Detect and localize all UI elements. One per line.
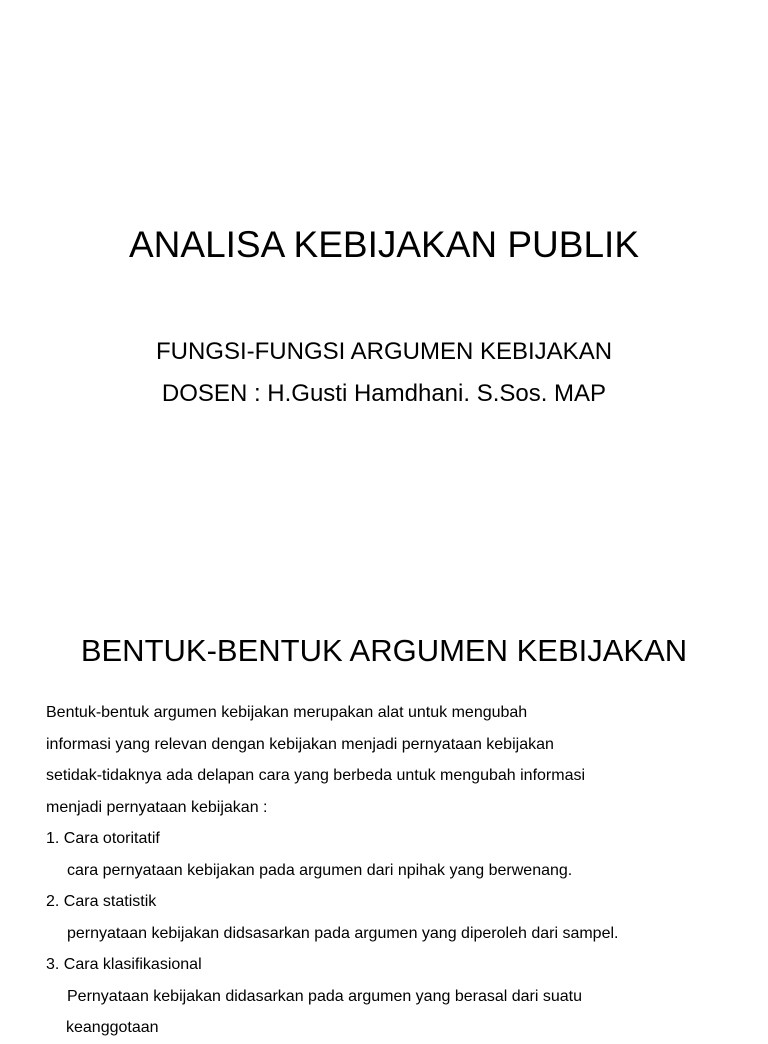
subtitle-topic: FUNGSI-FUNGSI ARGUMEN KEBIJAKAN [155, 338, 613, 365]
body-line: setidak-tidaknya ada delapan cara yang berbeda untuk mengubah informasi [46, 767, 586, 784]
list-item-description-continued: keanggotaan [66, 1019, 159, 1036]
body-line: menjadi pernyataan kebijakan : [46, 798, 268, 816]
list-item-heading: 2. Cara statistik [46, 893, 157, 910]
list-item-description: cara pernyataan kebijakan pada argumen dari npihak yang berwenang. [67, 861, 573, 879]
list-item-description: Pernyataan kebijakan didasarkan pada argumen yang berasal dari suatu [67, 987, 583, 1005]
body-text [46, 697, 746, 1044]
list-item-description: pernyataan kebijakan didsasarkan pada argumen yang diperoleh dari sampel. [67, 924, 619, 942]
body-line: Bentuk-bentuk argumen kebijakan merupakan alat untuk mengubah [46, 704, 528, 721]
main-title: ANALISA KEBIJAKAN PUBLIK [129, 224, 639, 265]
list-item-heading: 3. Cara klasifikasional [46, 956, 202, 973]
body-line: informasi yang relevan dengan kebijakan menjadi pernyataan kebijakan [46, 735, 554, 753]
slide-content [0, 576, 768, 1036]
section-title: BENTUK-BENTUK ARGUMEN KEBIJAKAN [80, 633, 688, 668]
subtitle-lecturer: DOSEN : H.Gusti Hamdhani. S.Sos. MAP [161, 380, 607, 407]
list-item-heading: 1. Cara otoritatif [46, 830, 160, 847]
